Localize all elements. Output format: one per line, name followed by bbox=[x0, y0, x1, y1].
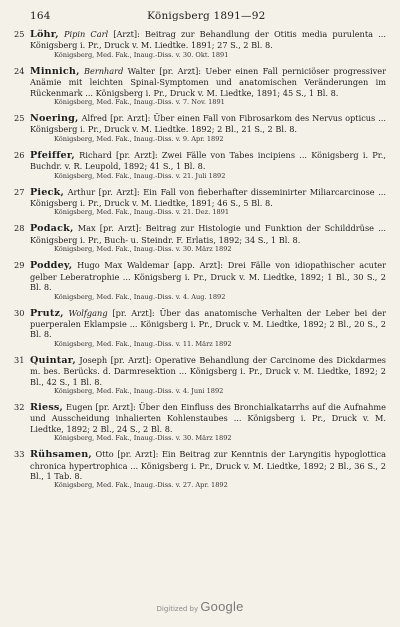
bibliography-entry bbox=[14, 223, 386, 254]
bibliography-entry bbox=[14, 307, 387, 349]
entry-text: [Arzt]: Beitrag zur Behandlung der Otitis media purulenta ... Königsberg i. Pr., Druck v. M. Liedtke. 1891; 27 S., 2 Bl. 8. bbox=[30, 29, 386, 51]
dissertation-note: Königsberg, Med. Fak., Inaug.-Diss. v. 4. Aug. 1892 bbox=[54, 292, 226, 301]
digitized-label: Digitized by bbox=[156, 605, 199, 613]
entry-text: Max [pr. Arzt]: Beitrag zur Histologie und Funktion der Schilddrüse ... Königsberg i. Pr., Buch- u. Steindr. F. Erlatis, 1892; 34 S., 1 Bl. 8. bbox=[30, 223, 386, 245]
entry-text: Joseph [pr. Arzt]: Operative Behandlung der Carcinome des Dickdarmes m. bes. Berücks. d. Darmresektion ... Königsberg i. Pr., Druck v. M. Liedtke, 1892; 2 Bl., 42 S., 1 Bl. 8. bbox=[30, 354, 386, 387]
author-surname: Riess, bbox=[30, 401, 64, 413]
dissertation-note: Königsberg, Med. Fak., Inaug.-Diss. v. 11. März 1892 bbox=[54, 339, 232, 348]
entry-text: Eugen [pr. Arzt]: Über den Einfluss des Bronchialkatarrhs auf die Aufnahme und Ausscheidung inhalierten Kohlenstaubes ... Königsberg i. Pr., Druck v. M. Liedtke, 1892; 2 Bl., 24 S., 2 Bl. 8. bbox=[30, 401, 386, 434]
bibliography-entry bbox=[14, 29, 386, 60]
author-given-name: Pipin Carl bbox=[64, 29, 109, 39]
author-surname: Prutz, bbox=[30, 307, 64, 319]
entry-body bbox=[30, 308, 386, 340]
entry-body bbox=[30, 449, 386, 481]
author-surname: Podack, bbox=[30, 223, 74, 235]
bibliography-entry bbox=[14, 113, 387, 144]
entry-body bbox=[30, 66, 386, 98]
bibliography-entry bbox=[14, 186, 387, 218]
author-surname: Quintar, bbox=[30, 354, 76, 366]
dissertation-note: Königsberg, Med. Fak., Inaug.-Diss. v. 27. Apr. 1892 bbox=[54, 481, 228, 490]
entry-text: Otto [pr. Arzt]: Ein Beitrag zur Kenntnis der Laryngitis hypoglottica chronica hypertrophica ... Königsberg i. Pr., Druck v. M. Liedtke, 1892; 2 Bl., 36 S., 2 Bl., 1 Tab. 8. bbox=[30, 449, 386, 481]
entry-body bbox=[30, 355, 386, 387]
entry-text: [pr. Arzt]: Über das anatomische Verhalten der Leber bei der puerperalen Eklampsie ... Königsberg i. Pr., Druck v. M. Liedtke, 1892; 2 Bl., 20 S., 2 Bl. 8. bbox=[30, 307, 387, 340]
dissertation-note: Königsberg, Med. Fak., Inaug.-Diss. v. 30. März 1892 bbox=[54, 245, 232, 254]
entry-number: 25 bbox=[14, 113, 25, 124]
entry-body bbox=[30, 223, 386, 245]
bibliography-entry bbox=[14, 65, 387, 107]
entry-text: Arthur [pr. Arzt]: Ein Fall von fieberhafter disseminirter Miliarcarcinose ... Königsberg i. Pr., Druck v. M. Liedtke, 1891; 46 S., 5 Bl. 8. bbox=[30, 186, 387, 209]
entry-text: Hugo Max Waldemar [app. Arzt]: Drei Fälle von idiopathischer acuter gelber Leberatrophie ... Königsberg i. Pr., Druck v. M. Liedtke, 1892; 1 Bl., 30 S., 2 Bl. 8. bbox=[30, 260, 386, 293]
entry-body bbox=[30, 187, 386, 209]
bibliography-entry bbox=[14, 149, 386, 181]
entry-number: 28 bbox=[14, 223, 25, 234]
page-number: 164 bbox=[30, 10, 51, 22]
bibliography-entry bbox=[14, 260, 386, 301]
author-given-name: Wolfgang bbox=[68, 307, 108, 318]
entry-number: 31 bbox=[14, 354, 25, 365]
entry-number: 26 bbox=[14, 149, 25, 160]
author-surname: Noering, bbox=[30, 113, 79, 125]
dissertation-note: Königsberg, Med. Fak., Inaug.-Diss. v. 21. Juli 1892 bbox=[54, 171, 226, 180]
author-surname: Pieck, bbox=[30, 186, 64, 198]
entry-number: 32 bbox=[14, 401, 25, 412]
dissertation-note: Königsberg, Med. Fak., Inaug.-Diss. v. 4. Juni 1892 bbox=[54, 386, 224, 395]
bibliography-entry bbox=[14, 354, 386, 396]
bibliography-entry bbox=[14, 449, 386, 490]
page-header bbox=[30, 10, 386, 22]
author-given-name: Bernhard bbox=[83, 65, 124, 76]
entry-body bbox=[30, 402, 386, 434]
dissertation-note: Königsberg, Med. Fak., Inaug.-Diss. v. 9. Apr. 1892 bbox=[54, 134, 224, 143]
author-surname: Löhr, bbox=[30, 29, 59, 40]
entry-number: 33 bbox=[14, 449, 25, 460]
dissertation-note: Königsberg, Med. Fak., Inaug.-Diss. v. 21. Dez. 1891 bbox=[54, 208, 230, 217]
dissertation-note: Königsberg, Med. Fak., Inaug.-Diss. v. 7. Nov. 1891 bbox=[54, 98, 225, 107]
entry-number: 24 bbox=[14, 65, 25, 76]
entry-text: Walter [pr. Arzt]: Ueber einen Fall perniciöser progressiver Anämie mit leichten Spinal-Symptomen und anatomischen Veränderungen im Rückenmark ... Königsberg i. Pr., Druck v. M. Liedtke, 1891; 45 S., 1 Bl. 8. bbox=[30, 65, 387, 98]
entry-body bbox=[30, 260, 386, 292]
entry-body bbox=[30, 29, 386, 51]
entry-text: Alfred [pr. Arzt]: Über einen Fall von Fibrosarkom des Nervus opticus ... Königsberg i. Pr., Druck v. M. Liedtke. 1892; 2 Bl., 21 S., 2 Bl. 8. bbox=[30, 113, 387, 135]
digitized-footer bbox=[0, 599, 400, 614]
entry-body bbox=[30, 113, 386, 135]
author-surname: Minnich, bbox=[30, 65, 80, 77]
entry-number: 30 bbox=[14, 307, 25, 318]
entry-text: Richard [pr. Arzt]: Zwei Fälle von Tabes incipiens ... Königsberg i. Pr., Buchdr. v. R. Leupold, 1892; 41 S., 1 Bl. 8. bbox=[30, 149, 386, 172]
author-surname: Poddey, bbox=[30, 260, 73, 272]
entry-body bbox=[30, 150, 386, 172]
dissertation-note: Königsberg, Med. Fak., Inaug.-Diss. v. 30. März 1892 bbox=[54, 434, 232, 443]
running-title: Königsberg 1891—92 bbox=[147, 10, 266, 22]
author-surname: Rühsamen, bbox=[30, 449, 92, 461]
entry-list bbox=[14, 29, 387, 490]
entry-number: 29 bbox=[14, 260, 25, 271]
dissertation-note: Königsberg, Med. Fak., Inaug.-Diss. v. 30. Okt. 1891 bbox=[54, 50, 229, 59]
google-logo: Google bbox=[200, 599, 244, 614]
entry-number: 27 bbox=[14, 186, 25, 197]
entry-number: 25 bbox=[14, 29, 25, 39]
bibliography-entry bbox=[14, 401, 386, 443]
author-surname: Pfeiffer, bbox=[30, 149, 75, 161]
